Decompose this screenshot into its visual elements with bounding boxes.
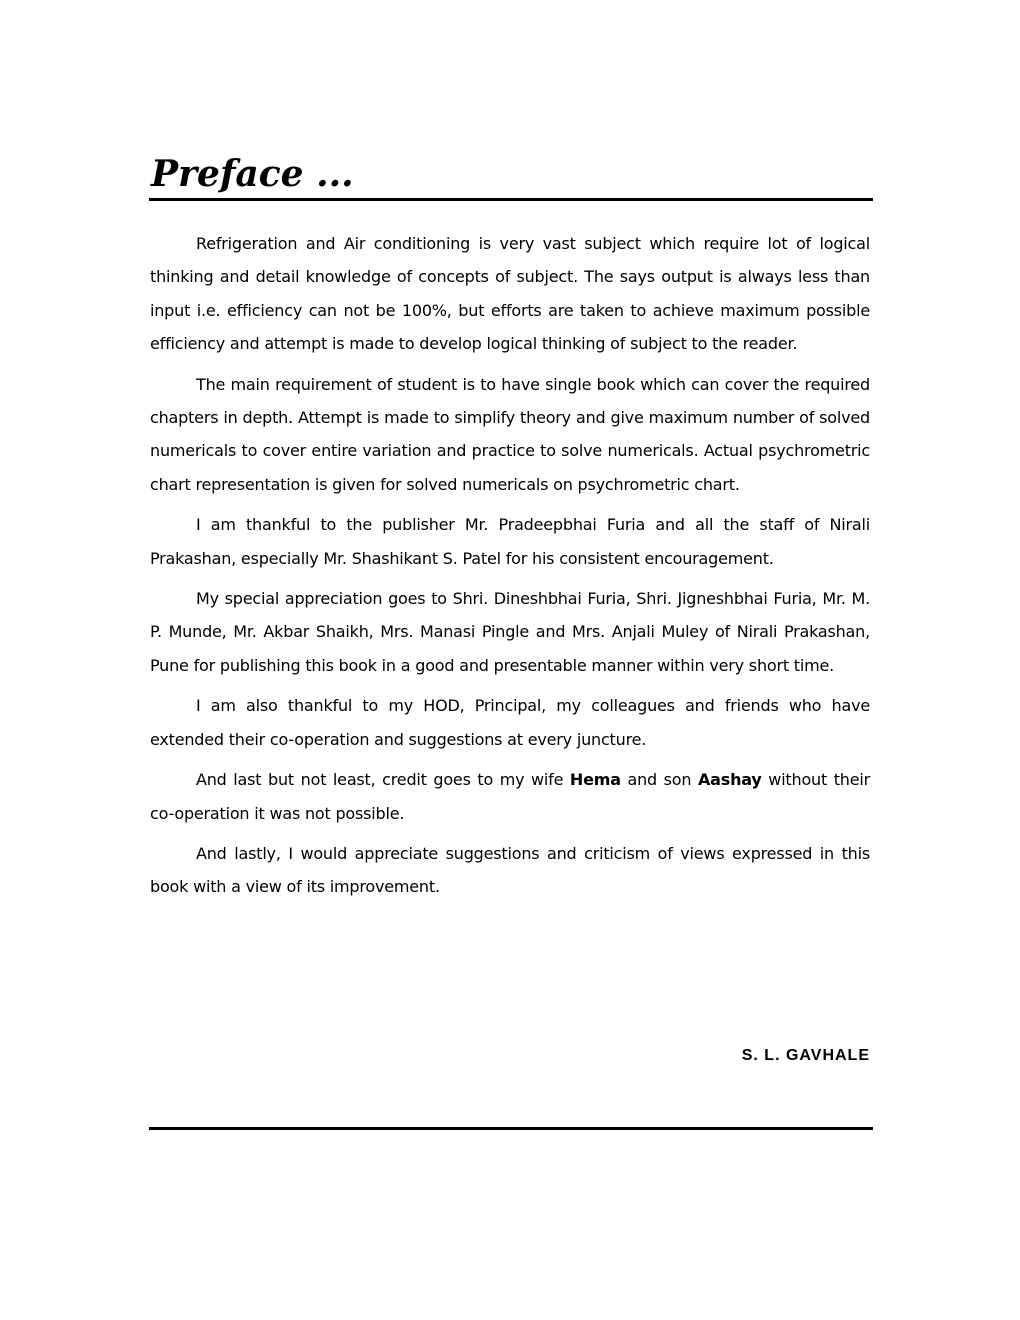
page-title: Preface ... — [151, 153, 354, 195]
author-signature: S. L. GAVHALE — [741, 1047, 870, 1064]
paragraph-text: and son — [620, 770, 698, 790]
paragraph: I am also thankful to my HOD, Principal, my colleagues and friends who have extended their co-operation and suggestions at every juncture. — [150, 696, 870, 749]
paragraph — [150, 763, 870, 830]
wife-name: Hema — [569, 770, 621, 790]
paragraph: The main requirement of student is to have single book which can cover the required chapters in depth. Attempt is made to simplify theory and give maximum number of solved numericals to cover entire variation and practice to solve numericals. Actual psychrometric chart representation is given for solved numericals on psychrometric chart. — [150, 374, 870, 494]
preface-header — [149, 150, 873, 198]
paragraph: Refrigeration and Air conditioning is very vast subject which require lot of logical thinking and detail knowledge of concepts of subject. The says output is always less than input i.e. efficiency can not be 100%, but efforts are taken to achieve maximum possible efficiency and attempt is made to develop logical thinking of subject to the reader. — [150, 234, 870, 354]
footer-rule — [149, 1127, 873, 1130]
title-underline — [149, 198, 873, 201]
preface-body — [150, 227, 870, 911]
paragraph: My special appreciation goes to Shri. Dineshbhai Furia, Shri. Jigneshbhai Furia, Mr. M. P. Munde, Mr. Akbar Shaikh, Mrs. Manasi Pingle and Mrs. Anjali Muley of Nirali Prakashan, Pune for publishing this book in a good and presentable manner within very short time. — [150, 589, 870, 675]
son-name: Aashay — [698, 770, 762, 790]
paragraph: And lastly, I would appreciate suggestions and criticism of views expressed in this book with a view of its improvement. — [150, 843, 870, 897]
paragraph-text: without their co-operation it was not possible. — [150, 770, 870, 823]
paragraph-text: And last but not least, credit goes to my wife — [196, 770, 570, 790]
paragraph: I am thankful to the publisher Mr. Pradeepbhai Furia and all the staff of Nirali Prakashan, especially Mr. Shashikant S. Patel for his consistent encouragement. — [150, 515, 870, 568]
